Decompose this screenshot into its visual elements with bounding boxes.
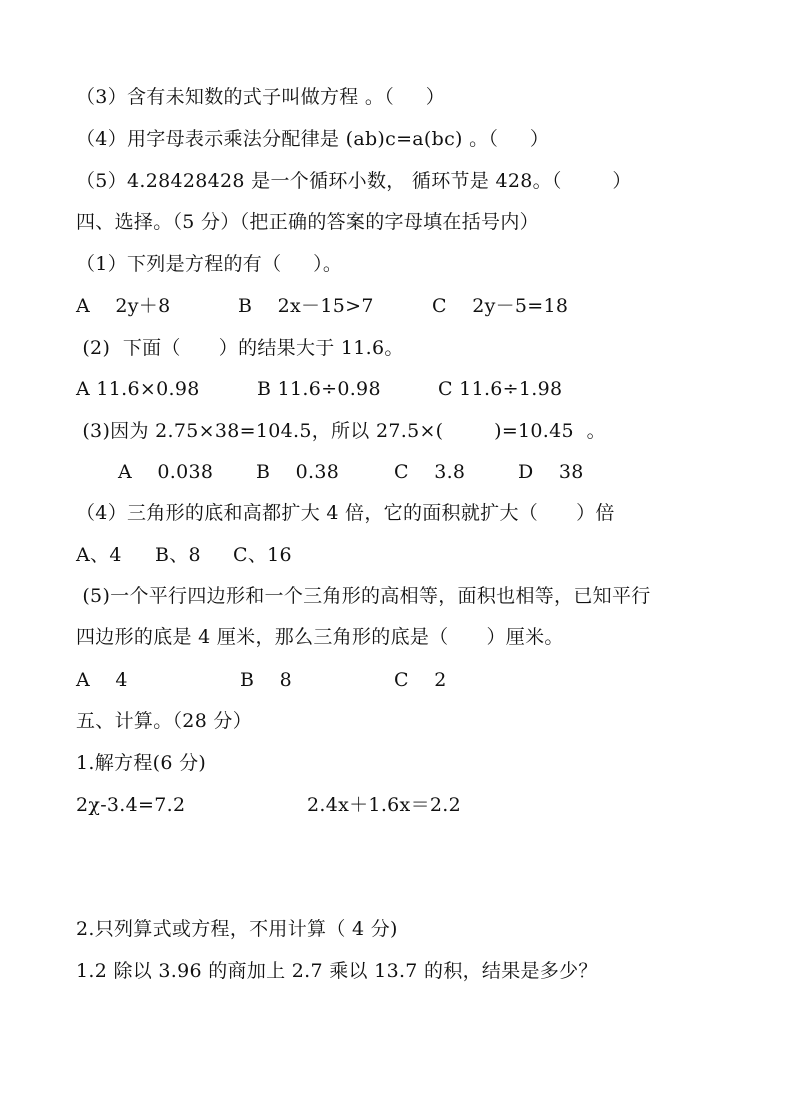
judge-item-5: （5）4.28428428 是一个循环小数， 循环节是 428。（ ） xyxy=(76,170,632,192)
choice-q3-options xyxy=(0,459,790,485)
choice-q5-option-b: B 8 xyxy=(240,669,293,691)
choice-q3-option-a: A 0.038 xyxy=(118,461,214,483)
choice-q5-options xyxy=(0,667,790,693)
judge-item-3: （3）含有未知数的式子叫做方程 。（ ） xyxy=(76,86,446,108)
calc-part2-title: 2.只列算式或方程，不用计算（ 4 分) xyxy=(76,918,398,940)
section-heading-calc: 五、计算。（28 分） xyxy=(76,710,253,732)
choice-q2-options xyxy=(0,376,790,402)
choice-q4-options xyxy=(0,542,790,568)
choice-q1-options xyxy=(0,293,790,319)
choice-q5-option-a: A 4 xyxy=(76,669,128,691)
section-heading-choice: 四、选择。（5 分）（把正确的答案的字母填在括号内） xyxy=(76,211,539,233)
equation-2: 2.4x＋1.6x＝2.2 xyxy=(307,794,461,816)
choice-q2-option-c: C 11.6÷1.98 xyxy=(438,378,563,400)
choice-q5-stem-line2: 四边形的底是 4 厘米，那么三角形的底是（ ）厘米。 xyxy=(76,626,564,648)
choice-q2-option-b: B 11.6÷0.98 xyxy=(257,378,381,400)
choice-q3-stem: (3)因为 2.75×38=104.5，所以 27.5×( )=10.45 。 xyxy=(76,420,606,442)
choice-q4-option-a: A、4 xyxy=(76,544,122,566)
choice-q3-option-b: B 0.38 xyxy=(256,461,340,483)
choice-q2-option-a: A 11.6×0.98 xyxy=(76,378,200,400)
choice-q5-stem-line1: (5)一个平行四边形和一个三角形的高相等，面积也相等，已知平行 xyxy=(76,585,651,607)
choice-q2-stem: (2) 下面（ ）的结果大于 11.6。 xyxy=(76,337,404,359)
choice-q5-option-c: C 2 xyxy=(394,669,447,691)
equation-1: 2χ-3.4=7.2 xyxy=(76,794,186,816)
choice-q1-option-c: C 2y－5=18 xyxy=(432,295,569,317)
choice-q1-option-b: B 2x－15>7 xyxy=(238,295,374,317)
choice-q4-option-b: B、8 xyxy=(155,544,201,566)
choice-q4-option-c: C、16 xyxy=(233,544,292,566)
calc-part1-title: 1.解方程(6 分) xyxy=(76,752,207,774)
choice-q3-option-d: D 38 xyxy=(518,461,584,483)
choice-q1-stem: （1）下列是方程的有（ ）。 xyxy=(76,253,343,275)
judge-item-4: （4）用字母表示乘法分配律是 (ab)c=a(bc) 。（ ） xyxy=(76,128,550,150)
choice-q1-option-a: A 2y＋8 xyxy=(76,295,171,317)
choice-q3-option-c: C 3.8 xyxy=(394,461,466,483)
calc-part1-equations xyxy=(0,792,790,818)
calc-part2-problem: 1.2 除以 3.96 的商加上 2.7 乘以 13.7 的积，结果是多少？ xyxy=(76,960,598,982)
choice-q4-stem: （4）三角形的底和高都扩大 4 倍，它的面积就扩大（ ）倍 xyxy=(76,502,615,524)
